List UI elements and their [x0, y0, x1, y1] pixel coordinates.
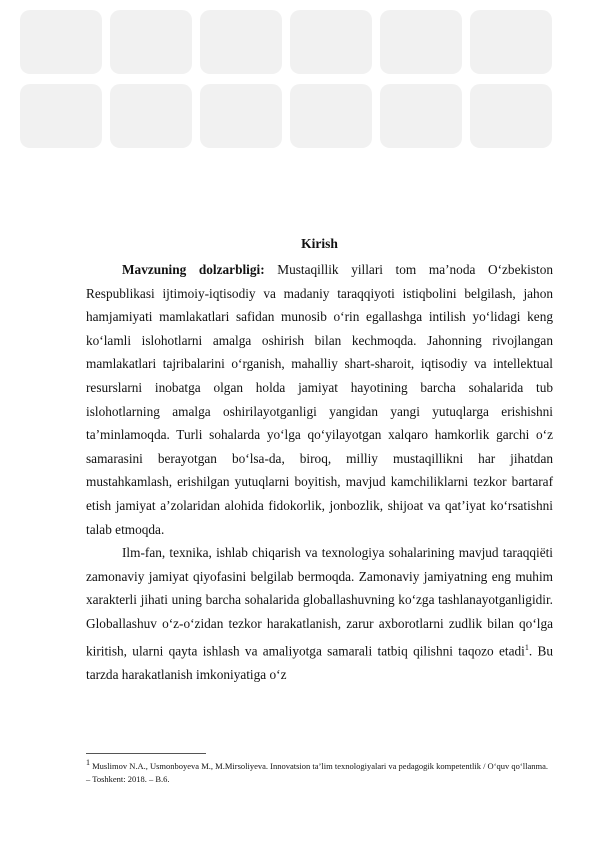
paragraph-tail: . Bu tarzda harakatlanish imkoniyatiga o‘z	[86, 642, 553, 682]
footnote-reference[interactable]: 1	[524, 642, 529, 652]
document-body	[86, 236, 553, 686]
watermark-background	[0, 0, 595, 160]
paragraph-globalization	[86, 541, 553, 686]
footnote-text: Muslimov N.A., Usmonboyeva M., M.Mirsoliyeva. Innovatsion ta’lim texnologiyalari va pedagogik kompetentlik / O‘quv qo‘llanma. – Toshkent: 2018. – B.6.	[86, 760, 548, 784]
footnote-mark: 1	[86, 758, 90, 767]
paragraph-text: Ilm-fan, texnika, ishlab chiqarish va texnologiya sohalarining mavjud taraqqiёti zamonaviy jamiyat qiyofasini belgilab bermoqda. Zamonaviy jamiyatning eng muhim xarakterli jihati uning barcha sohalarida globallashuvning ko‘zga tashlanayotganligidir. Globallashuv o‘z-o‘zidan tezkor harakatlanish, zarur axborotlarni zudlik bilan qo‘lga kiritish, ularni qayta ishlash va amaliyotga samarali tatbiq qilishni taqozo etadi	[86, 545, 553, 658]
footnote-divider	[86, 753, 206, 754]
paragraph-text: Mustaqillik yillari tom ma’noda O‘zbekiston Respublikasi ijtimoiy-iqtisodiy va madaniy taraqqiyoti istiqbolini belgilash, jahon hamjamiyati mamlakatlari safidan munosib o‘rin egallashga intilish yo‘lidagi keng ko‘lamli islohotlarni amalga oshirish bilan kechmoqda. Jahonning rivojlangan mamlakatlari tajribalarini o‘rganish, mahalliy shart-sharoit, iqtisodiy va intellektual resurslarni inobatga olgan holda jamiyat hayotining barcha sohalarida tub islohotlarning amalga oshirilayotganligi yangidan yangi yutuqlarga erishishni ta’minlamoqda. Turli sohalarda yo‘lga qo‘yilayotgan xalqaro hamkorlik garchi o‘z samarasini berayotgan bo‘lsa-da, biroq, milliy mustaqillikni har jihatdan mustahkamlash, erishilgan yutuqlarni boyitish, mavjud kamchiliklarni tezkor bartaraf etish jamiyat a’zolaridan alohida fidokorlik, jonbozlik, shijoat va qat’iyat ko‘rsatishni talab etmoqda.	[86, 262, 553, 537]
section-heading: Kirish	[301, 236, 338, 251]
paragraph-relevance	[86, 258, 553, 541]
paragraph-lead: Mavzuning dolzarbligi:	[122, 262, 265, 277]
footnote	[86, 756, 553, 786]
